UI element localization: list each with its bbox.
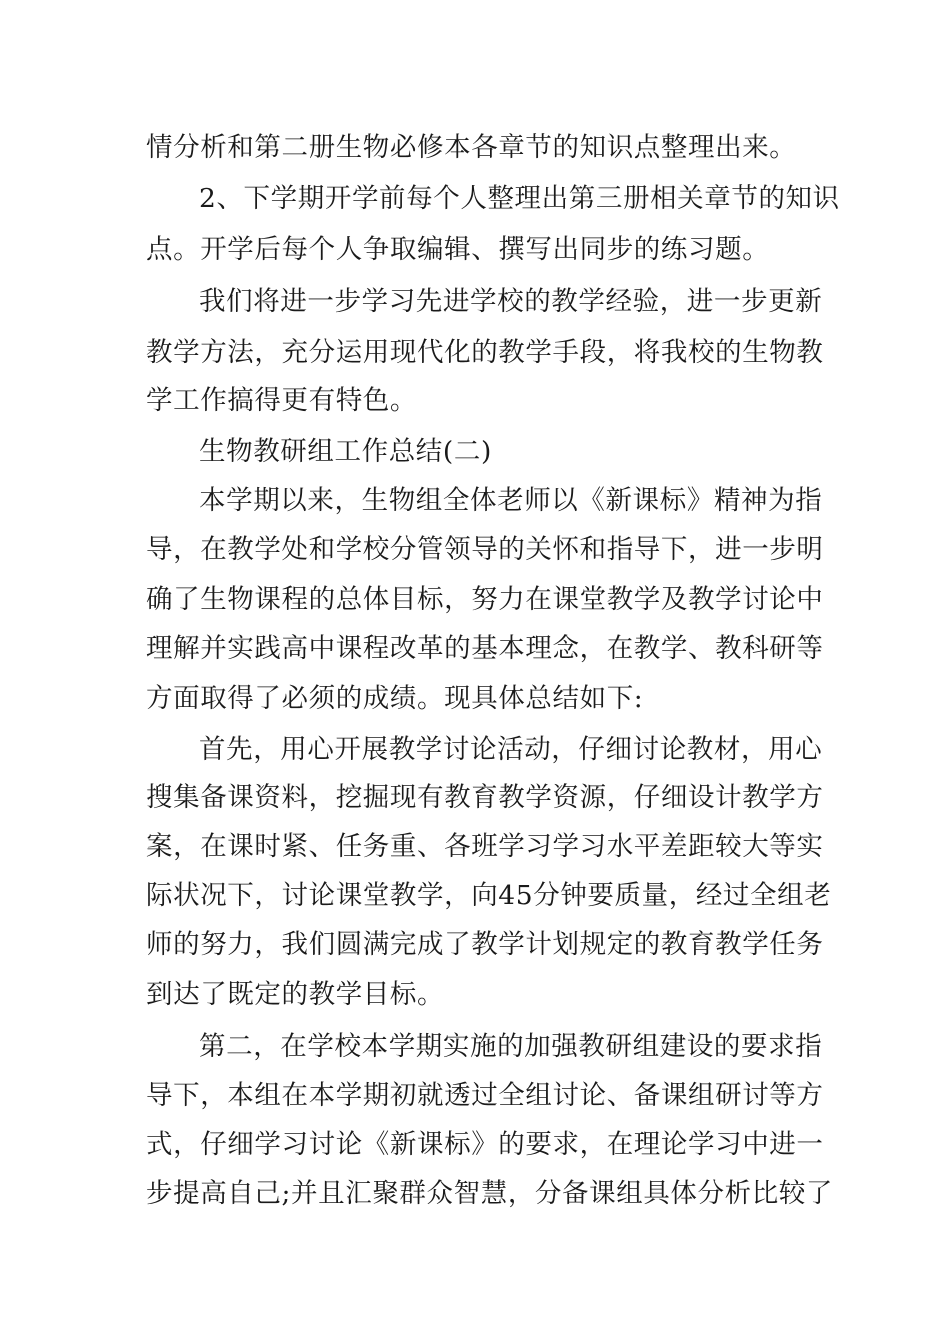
text-line: 首先，用心开展教学讨论活动，仔细讨论教材，用心 [199, 734, 823, 765]
text-line: 到达了既定的教学目标。 [146, 979, 445, 1010]
text-line: 案，在课时紧、任务重、各班学习学习水平差距较大等实 [146, 831, 824, 862]
text-line: 确了生物课程的总体目标，努力在课堂教学及教学讨论中 [146, 584, 824, 615]
text-line: 学工作搞得更有特色。 [146, 385, 417, 416]
text-line: 情分析和第二册生物必修本各章节的知识点整理出来。 [146, 132, 797, 163]
text-line: 理解并实践高中课程改革的基本理念，在教学、教科研等 [146, 633, 824, 664]
text-line: 我们将进一步学习先进学校的教学经验，进一步更新 [199, 286, 823, 317]
text-line: 点。开学后每个人争取编辑、撰写出同步的练习题。 [146, 234, 770, 265]
text-line: 2、下学期开学前每个人整理出第三册相关章节的知识 [199, 183, 840, 214]
text-line: 导下，本组在本学期初就透过全组讨论、备课组研讨等方 [146, 1080, 824, 1111]
section-heading: 生物教研组工作总结(二) [199, 436, 492, 467]
text-line: 师的努力，我们圆满完成了教学计划规定的教育教学任务 [146, 929, 824, 960]
text-line: 教学方法，充分运用现代化的教学手段，将我校的生物教 [146, 337, 824, 368]
text-line: 搜集备课资料，挖掘现有教育教学资源，仔细设计教学方 [146, 782, 824, 813]
text-line: 第二，在学校本学期实施的加强教研组建设的要求指 [199, 1031, 823, 1062]
text-line: 方面取得了必须的成绩。现具体总结如下: [146, 683, 644, 714]
text-line: 导，在教学处和学校分管领导的关怀和指导下，进一步明 [146, 534, 824, 565]
text-line: 步提高自己;并且汇聚群众智慧，分备课组具体分析比较了 [146, 1178, 834, 1209]
text-line: 式，仔细学习讨论《新课标》的要求，在理论学习中进一 [146, 1129, 824, 1160]
text-line: 际状况下，讨论课堂教学，向45分钟要质量，经过全组老 [146, 880, 832, 911]
text-line: 本学期以来，生物组全体老师以《新课标》精神为指 [199, 485, 823, 516]
